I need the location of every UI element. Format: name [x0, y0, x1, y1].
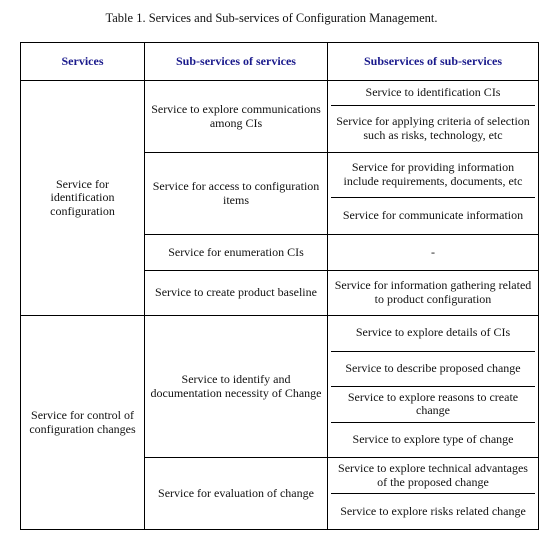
subservice-item: Service to identification CIs	[365, 85, 501, 100]
services-table	[20, 42, 539, 530]
sub-service-cell: Service to create product baseline	[145, 271, 328, 316]
table-caption: Table 1. Services and Sub-services of Configuration Management.	[105, 11, 438, 25]
service-cell: Service for identification configuration	[21, 81, 145, 316]
subservice-item: Service for applying criteria of selection such as risks, technology, etc	[331, 105, 535, 152]
subservice-items-cell	[328, 458, 539, 530]
subservice-item: Service to explore risks related change	[331, 493, 535, 529]
table-row	[21, 316, 539, 458]
subservice-item: Service for information gathering related to product configuration	[328, 271, 539, 316]
subservice-items-cell	[328, 81, 539, 153]
subservice-item: Service to explore details of CIs	[355, 325, 511, 340]
sub-service-cell: Service for enumeration CIs	[145, 235, 328, 271]
header-services: Services	[21, 43, 145, 81]
header-subservices-of-sub-services: Subservices of sub-services	[328, 43, 539, 81]
subservice-items-cell	[328, 153, 539, 235]
header-sub-services: Sub-services of services	[145, 43, 328, 81]
subservice-item: Service to explore reasons to create change	[331, 386, 535, 422]
sub-service-cell: Service for access to configuration items	[145, 153, 328, 235]
subservice-item: -	[328, 235, 539, 271]
sub-service-cell: Service to identify and documentation necessity of Change	[145, 316, 328, 458]
subservice-item: Service to explore type of change	[331, 422, 535, 458]
sub-service-cell: Service to explore communications among CIs	[145, 81, 328, 153]
table-row	[21, 81, 539, 153]
subservice-item: Service to explore technical advantages of the proposed change	[338, 460, 528, 489]
subservice-item: Service for communicate information	[331, 197, 535, 234]
header-row	[21, 43, 539, 81]
subservice-items-cell	[328, 316, 539, 458]
subservice-item: Service for providing information include requirements, documents, etc	[343, 160, 523, 188]
subservice-item: Service to describe proposed change	[331, 351, 535, 387]
service-cell: Service for control of configuration changes	[21, 316, 145, 530]
sub-service-cell: Service for evaluation of change	[145, 458, 328, 530]
